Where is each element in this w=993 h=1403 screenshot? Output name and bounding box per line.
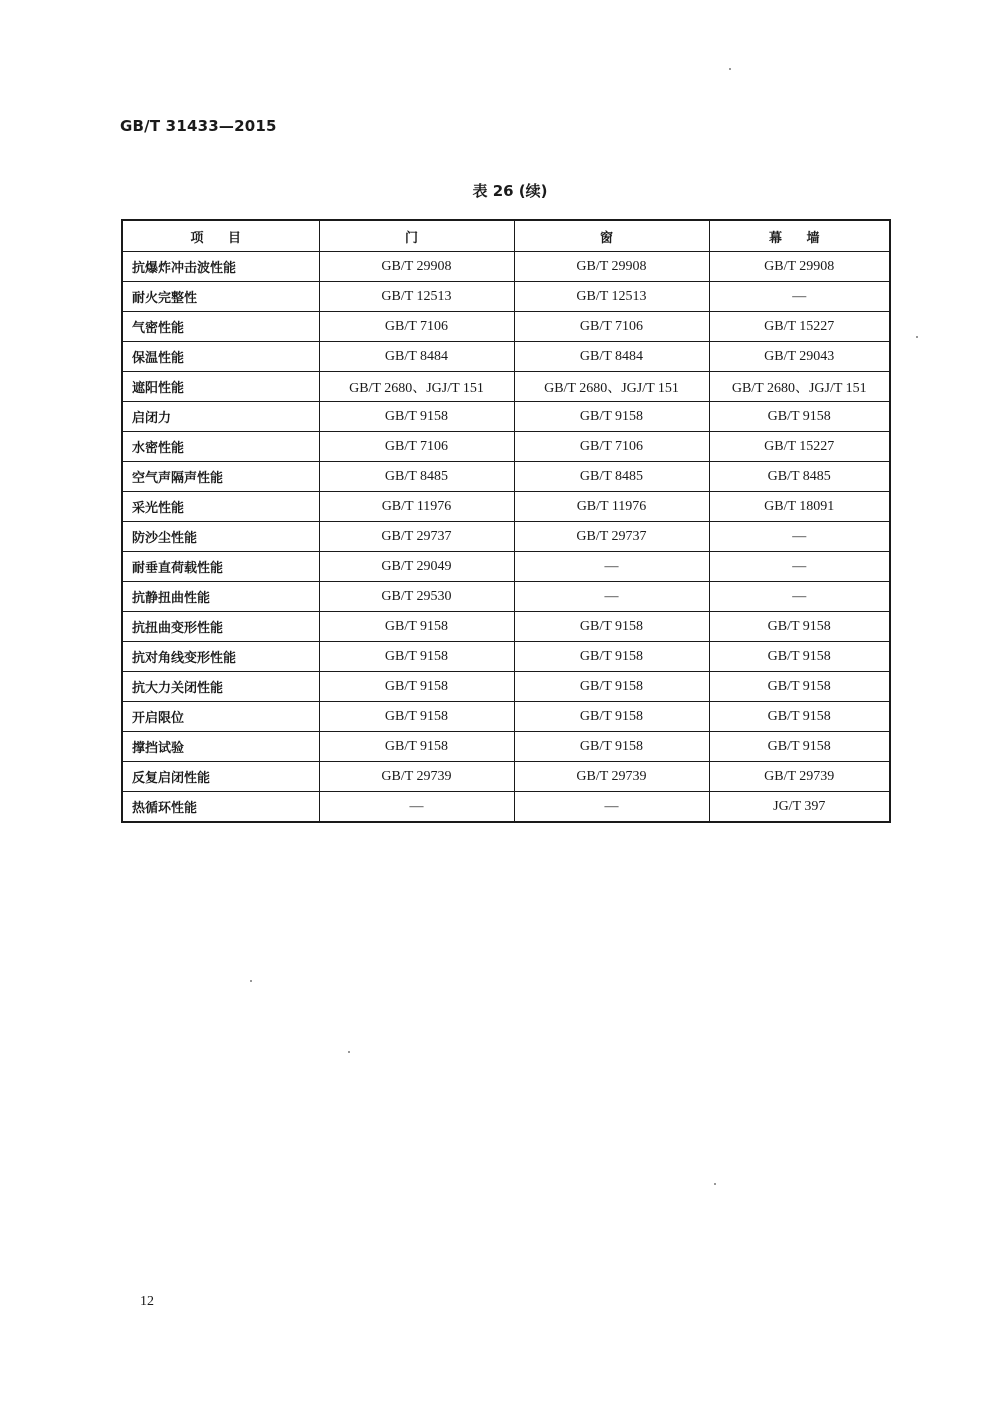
curtain-wall-standard: —: [709, 582, 890, 612]
door-standard: GB/T 8485: [319, 462, 514, 492]
curtain-wall-standard: GB/T 9158: [709, 402, 890, 432]
table-body: [122, 252, 890, 823]
column-header-item: 项 目: [122, 220, 319, 252]
curtain-wall-standard: JG/T 397: [709, 792, 890, 823]
window-standard: GB/T 9158: [514, 702, 709, 732]
scan-speck: [348, 1051, 350, 1053]
curtain-wall-standard: GB/T 9158: [709, 612, 890, 642]
window-standard: GB/T 7106: [514, 432, 709, 462]
door-standard: GB/T 11976: [319, 492, 514, 522]
window-standard: GB/T 7106: [514, 312, 709, 342]
row-item-label: 抗对角线变形性能: [122, 642, 319, 672]
table-row: [122, 432, 890, 462]
door-standard: GB/T 7106: [319, 432, 514, 462]
window-standard: GB/T 9158: [514, 672, 709, 702]
window-standard: GB/T 29739: [514, 762, 709, 792]
table-row: [122, 462, 890, 492]
curtain-wall-standard: GB/T 29908: [709, 252, 890, 282]
door-standard: GB/T 9158: [319, 732, 514, 762]
column-header-door: 门: [319, 220, 514, 252]
table-row: [122, 612, 890, 642]
door-standard: —: [319, 792, 514, 823]
door-standard: GB/T 9158: [319, 612, 514, 642]
door-standard: GB/T 9158: [319, 702, 514, 732]
door-standard: GB/T 8484: [319, 342, 514, 372]
window-standard: GB/T 9158: [514, 642, 709, 672]
curtain-wall-standard: GB/T 9158: [709, 732, 890, 762]
scan-speck: [916, 336, 918, 338]
window-standard: —: [514, 552, 709, 582]
curtain-wall-standard: GB/T 15227: [709, 432, 890, 462]
table-row: [122, 402, 890, 432]
page-number: 12: [140, 1294, 154, 1309]
curtain-wall-standard: GB/T 29043: [709, 342, 890, 372]
scan-speck: [250, 980, 252, 982]
door-standard: GB/T 2680、JGJ/T 151: [319, 372, 514, 402]
window-standard: GB/T 9158: [514, 402, 709, 432]
scan-speck: [714, 1183, 716, 1185]
column-header-curtain-wall: 幕 墙: [709, 220, 890, 252]
curtain-wall-standard: GB/T 8485: [709, 462, 890, 492]
scan-speck: [729, 68, 731, 70]
table-row: [122, 672, 890, 702]
door-standard: GB/T 29049: [319, 552, 514, 582]
window-standard: GB/T 11976: [514, 492, 709, 522]
door-standard: GB/T 29737: [319, 522, 514, 552]
column-header-window: 窗: [514, 220, 709, 252]
curtain-wall-standard: GB/T 18091: [709, 492, 890, 522]
table-row: [122, 762, 890, 792]
door-standard: GB/T 29530: [319, 582, 514, 612]
row-item-label: 耐火完整性: [122, 282, 319, 312]
row-item-label: 遮阳性能: [122, 372, 319, 402]
row-item-label: 抗大力关闭性能: [122, 672, 319, 702]
table-row: [122, 312, 890, 342]
window-standard: GB/T 8484: [514, 342, 709, 372]
row-item-label: 抗静扭曲性能: [122, 582, 319, 612]
table-row: [122, 732, 890, 762]
curtain-wall-standard: GB/T 2680、JGJ/T 151: [709, 372, 890, 402]
table-row: [122, 792, 890, 823]
curtain-wall-standard: GB/T 9158: [709, 672, 890, 702]
window-standard: GB/T 9158: [514, 612, 709, 642]
row-item-label: 水密性能: [122, 432, 319, 462]
curtain-wall-standard: —: [709, 522, 890, 552]
test-method-table: [121, 219, 891, 823]
row-item-label: 撑挡试验: [122, 732, 319, 762]
row-item-label: 耐垂直荷载性能: [122, 552, 319, 582]
curtain-wall-standard: GB/T 9158: [709, 702, 890, 732]
window-standard: —: [514, 582, 709, 612]
window-standard: GB/T 2680、JGJ/T 151: [514, 372, 709, 402]
row-item-label: 采光性能: [122, 492, 319, 522]
row-item-label: 启闭力: [122, 402, 319, 432]
table-row: [122, 702, 890, 732]
door-standard: GB/T 9158: [319, 642, 514, 672]
row-item-label: 空气声隔声性能: [122, 462, 319, 492]
row-item-label: 保温性能: [122, 342, 319, 372]
row-item-label: 气密性能: [122, 312, 319, 342]
row-item-label: 防沙尘性能: [122, 522, 319, 552]
window-standard: GB/T 29908: [514, 252, 709, 282]
window-standard: GB/T 8485: [514, 462, 709, 492]
table-header-row: [122, 220, 890, 252]
curtain-wall-standard: —: [709, 282, 890, 312]
row-item-label: 热循环性能: [122, 792, 319, 823]
window-standard: —: [514, 792, 709, 823]
window-standard: GB/T 9158: [514, 732, 709, 762]
curtain-wall-standard: GB/T 29739: [709, 762, 890, 792]
table-row: [122, 492, 890, 522]
row-item-label: 开启限位: [122, 702, 319, 732]
table-row: [122, 252, 890, 282]
door-standard: GB/T 9158: [319, 672, 514, 702]
standard-code: GB/T 31433—2015: [120, 117, 277, 135]
row-item-label: 抗爆炸冲击波性能: [122, 252, 319, 282]
table-row: [122, 282, 890, 312]
table-row: [122, 372, 890, 402]
curtain-wall-standard: —: [709, 552, 890, 582]
window-standard: GB/T 12513: [514, 282, 709, 312]
door-standard: GB/T 12513: [319, 282, 514, 312]
row-item-label: 抗扭曲变形性能: [122, 612, 319, 642]
door-standard: GB/T 7106: [319, 312, 514, 342]
table-row: [122, 642, 890, 672]
door-standard: GB/T 29908: [319, 252, 514, 282]
table-row: [122, 552, 890, 582]
table-caption: 表 26 (续): [472, 182, 548, 200]
curtain-wall-standard: GB/T 9158: [709, 642, 890, 672]
window-standard: GB/T 29737: [514, 522, 709, 552]
table-row: [122, 342, 890, 372]
row-item-label: 反复启闭性能: [122, 762, 319, 792]
curtain-wall-standard: GB/T 15227: [709, 312, 890, 342]
table-row: [122, 522, 890, 552]
table-row: [122, 582, 890, 612]
door-standard: GB/T 29739: [319, 762, 514, 792]
door-standard: GB/T 9158: [319, 402, 514, 432]
